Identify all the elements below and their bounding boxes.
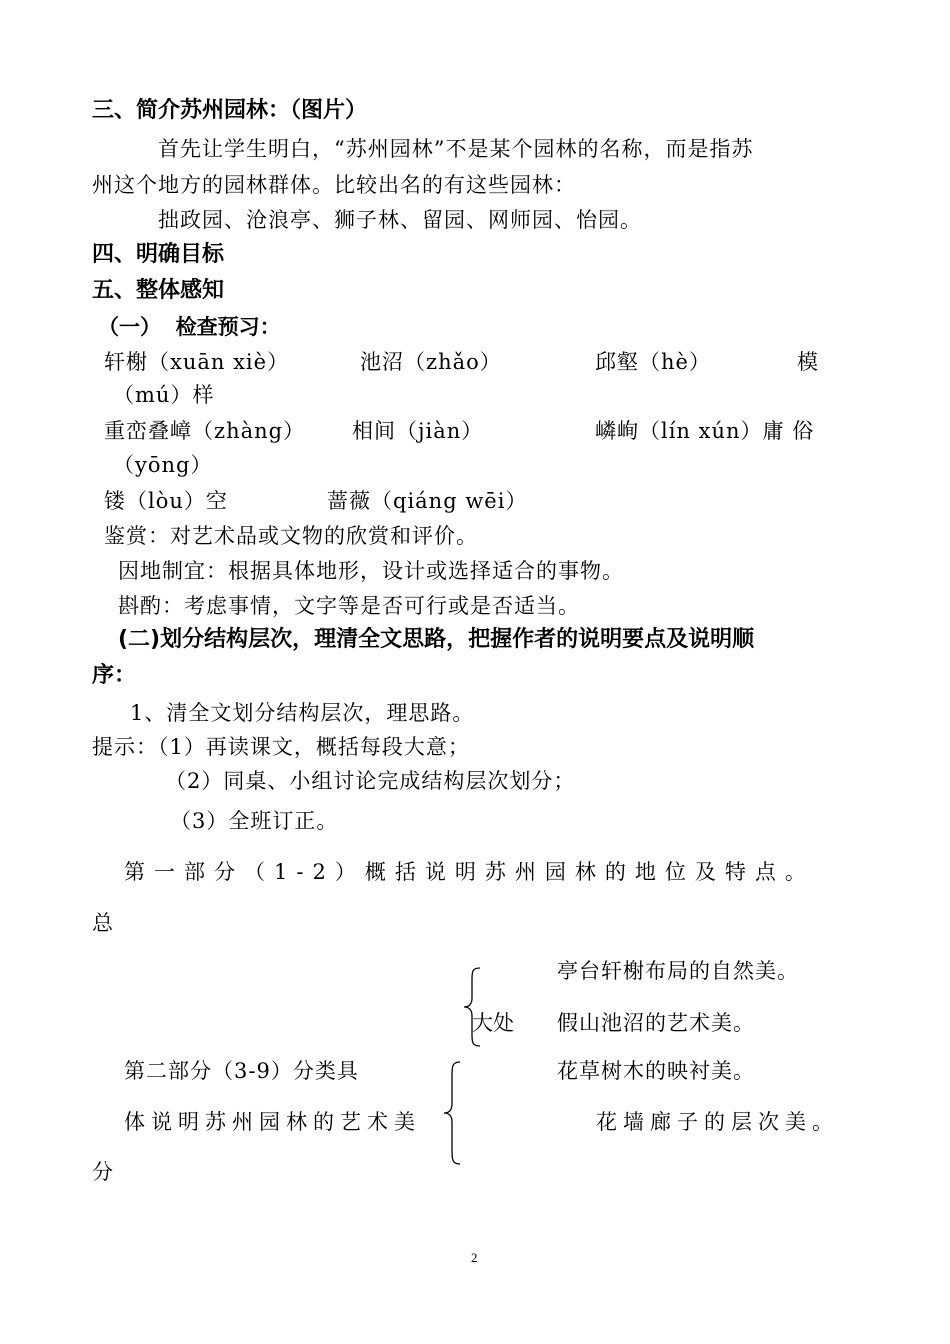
vocab-lourkong: 镂（lòu）空	[104, 489, 228, 513]
part-2-line-1: 第二部分（3-9）分类具	[124, 1059, 359, 1083]
hint-3: （3）全班订正。	[170, 809, 339, 833]
vocab-muyang-end: （mú）样	[113, 383, 215, 407]
outline-item-1: 亭台轩榭布局的自然美。	[557, 959, 799, 983]
vocab-qiuhe: 邱壑（hè）	[595, 350, 711, 374]
structure-heading-line-1: (二)划分结构层次，理清全文思路，把握作者的说明要点及说明顺	[118, 627, 755, 652]
garden-list: 拙政园、沧浪亭、狮子林、留园、网师园、怡园。	[158, 208, 642, 232]
large-brace-icon	[442, 1060, 464, 1166]
vocab-chongluandiezhang: 重峦叠嶂（zhàng）	[104, 419, 306, 443]
vocab-chizhao: 池沼（zhǎo）	[360, 350, 502, 374]
section-4-heading: 四、明确目标	[92, 242, 225, 267]
part-1-summary: 第一部分（1-2）概括说明苏州园林的地位及特点。	[124, 860, 815, 884]
definition-yindizhiyi: 因地制宜：根据具体地形，设计或选择适合的事物。	[118, 559, 624, 583]
big-scale-label: 大处	[472, 1011, 514, 1035]
vocab-qiangwei: 蔷薇（qiáng wēi）	[327, 489, 528, 513]
vocab-linxun: 嶙峋（lín xún）庸 俗	[595, 419, 815, 443]
vocab-xiangjian: 相间（jiàn）	[352, 419, 484, 443]
small-brace-icon	[462, 966, 484, 1048]
section-5-heading: 五、整体感知	[92, 278, 225, 303]
section-3-heading: 三、简介苏州园林：（图片）	[92, 98, 368, 123]
hint-1: 提示：（1）再读课文，概括每段大意；	[92, 735, 470, 759]
vocab-xuanxie: 轩榭（xuān xiè）	[104, 350, 290, 374]
hint-2: （2）同桌、小组讨论完成结构层次划分；	[165, 769, 576, 793]
definition-zhenzhuo: 斟酌：考虑事情，文字等是否可行或是否适当。	[118, 594, 580, 618]
part-2-tag: 分	[92, 1160, 113, 1184]
step-1: 1、清全文划分结构层次，理思路。	[130, 701, 475, 725]
section-3-paragraph-line-1: 首先让学生明白，“苏州园林”不是某个园林的名称，而是指苏	[158, 137, 754, 161]
part-1-tag: 总	[92, 911, 113, 935]
structure-heading-line-2: 序：	[92, 663, 137, 688]
vocab-yongsu-end: （yōng）	[113, 453, 213, 477]
vocab-muyang-start: 模	[797, 350, 818, 374]
outline-item-2: 假山池沼的艺术美。	[557, 1011, 755, 1035]
definition-jianshang: 鉴赏：对艺术品或文物的欣赏和评价。	[104, 524, 478, 548]
preview-heading: （一） 检查预习：	[98, 315, 281, 339]
section-3-paragraph-line-2: 州这个地方的园林群体。比较出名的有这些园林：	[92, 173, 576, 197]
part-2-line-2: 体说明苏州园林的艺术美	[124, 1110, 421, 1134]
page-number: 2	[471, 1250, 478, 1265]
outline-item-4: 花墙廊子的层次美。	[596, 1110, 839, 1134]
outline-item-3: 花草树木的映衬美。	[557, 1059, 755, 1083]
